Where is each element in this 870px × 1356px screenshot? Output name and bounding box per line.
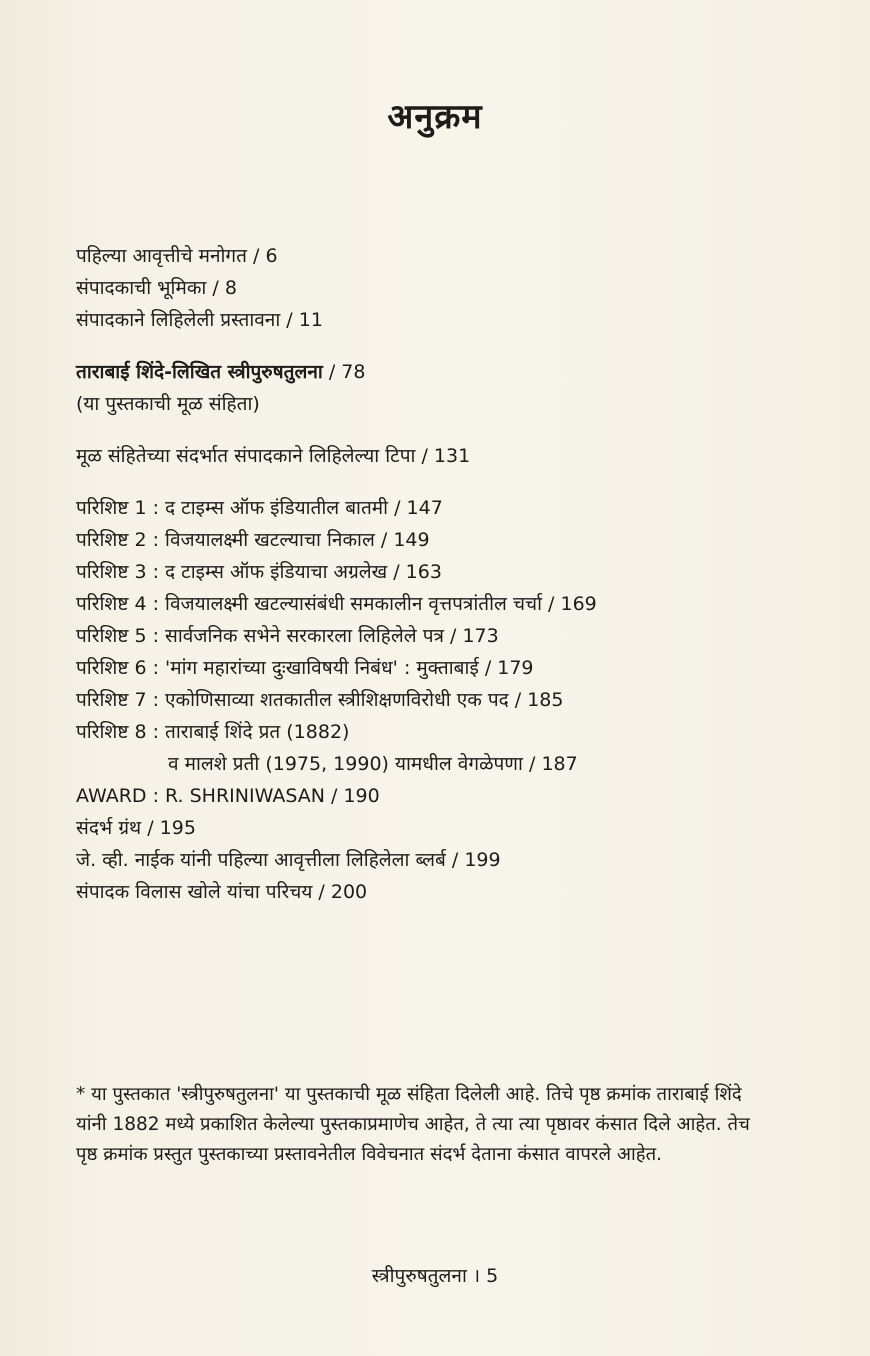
toc-entry-appendix-continued: व मालशे प्रती (1975, 1990) यामधील वेगळेपणा / 187 — [168, 753, 578, 775]
toc-entry-appendix: परिशिष्ट 5 : सार्वजनिक सभेने सरकारला लिहिलेले पत्र / 173 — [76, 625, 499, 647]
toc-entry-appendix: परिशिष्ट 7 : एकोणिसाव्या शतकातील स्त्रीशिक्षणविरोधी एक पद / 185 — [76, 689, 564, 711]
toc-entry-appendix: परिशिष्ट 6 : 'मांग महारांच्या दुःखाविषयी निबंध' : मुक्ताबाई / 179 — [76, 657, 534, 679]
toc-entry: संपादकाची भूमिका / 8 — [76, 277, 237, 299]
toc-entry: जे. व्ही. नाईक यांनी पहिल्या आवृत्तीला लिहिलेला ब्लर्ब / 199 — [76, 849, 501, 871]
toc-entry-appendix: परिशिष्ट 4 : विजयालक्ष्मी खटल्यासंबंधी समकालीन वृत्तपत्रांतील चर्चा / 169 — [76, 593, 597, 615]
page-title: अनुक्रम — [387, 97, 483, 137]
toc-entry-main-text — [76, 356, 796, 388]
toc-entry-main-page: / 78 — [322, 361, 366, 383]
toc-entry: संपादकाने लिहिलेली प्रस्तावना / 11 — [76, 309, 323, 331]
page-footer: स्त्रीपुरुषतुलना । 5 — [371, 1265, 499, 1287]
table-of-contents — [76, 240, 796, 908]
toc-entry-appendix: परिशिष्ट 1 : द टाइम्स ऑफ इंडियातील बातमी / 147 — [76, 497, 443, 519]
toc-entry: संदर्भ ग्रंथ / 195 — [76, 817, 196, 839]
toc-entry-appendix: परिशिष्ट 3 : द टाइम्स ऑफ इंडियाचा अग्रलेख / 163 — [76, 561, 442, 583]
toc-entry-main-title: ताराबाई शिंदे-लिखित स्त्रीपुरुषतुलना — [76, 361, 323, 383]
toc-entry: मूळ संहितेच्या संदर्भात संपादकाने लिहिलेल्या टिपा / 131 — [76, 445, 471, 467]
footnote: * या पुस्तकात 'स्त्रीपुरुषतुलना' या पुस्तकाची मूळ संहिता दिलेली आहे. तिचे पृष्ठ क्रमांक ताराबाई शिंदे यांनी 1882 मध्ये प्रकाशित केलेल्या पुस्तकाप्रमाणेच आहेत, ते त्या त्या पृष्ठावर कंसात दिले आहेत. तेच पृष्ठ क्रमांक प्रस्तुत पुस्तकाच्या प्रस्तावनेतील विवेचनात संदर्भ देताना कंसात वापरले आहेत. — [76, 1084, 750, 1165]
toc-entry: AWARD : R. SHRINIWASAN / 190 — [76, 785, 380, 807]
toc-entry: पहिल्या आवृत्तीचे मनोगत / 6 — [76, 245, 278, 267]
toc-entry-appendix: परिशिष्ट 2 : विजयालक्ष्मी खटल्याचा निकाल / 149 — [76, 529, 430, 551]
toc-entry-appendix: परिशिष्ट 8 : ताराबाई शिंदे प्रत (1882) — [76, 721, 350, 743]
toc-entry-subtitle: (या पुस्तकाची मूळ संहिता) — [76, 393, 260, 415]
toc-entry: संपादक विलास खोले यांचा परिचय / 200 — [76, 881, 368, 903]
